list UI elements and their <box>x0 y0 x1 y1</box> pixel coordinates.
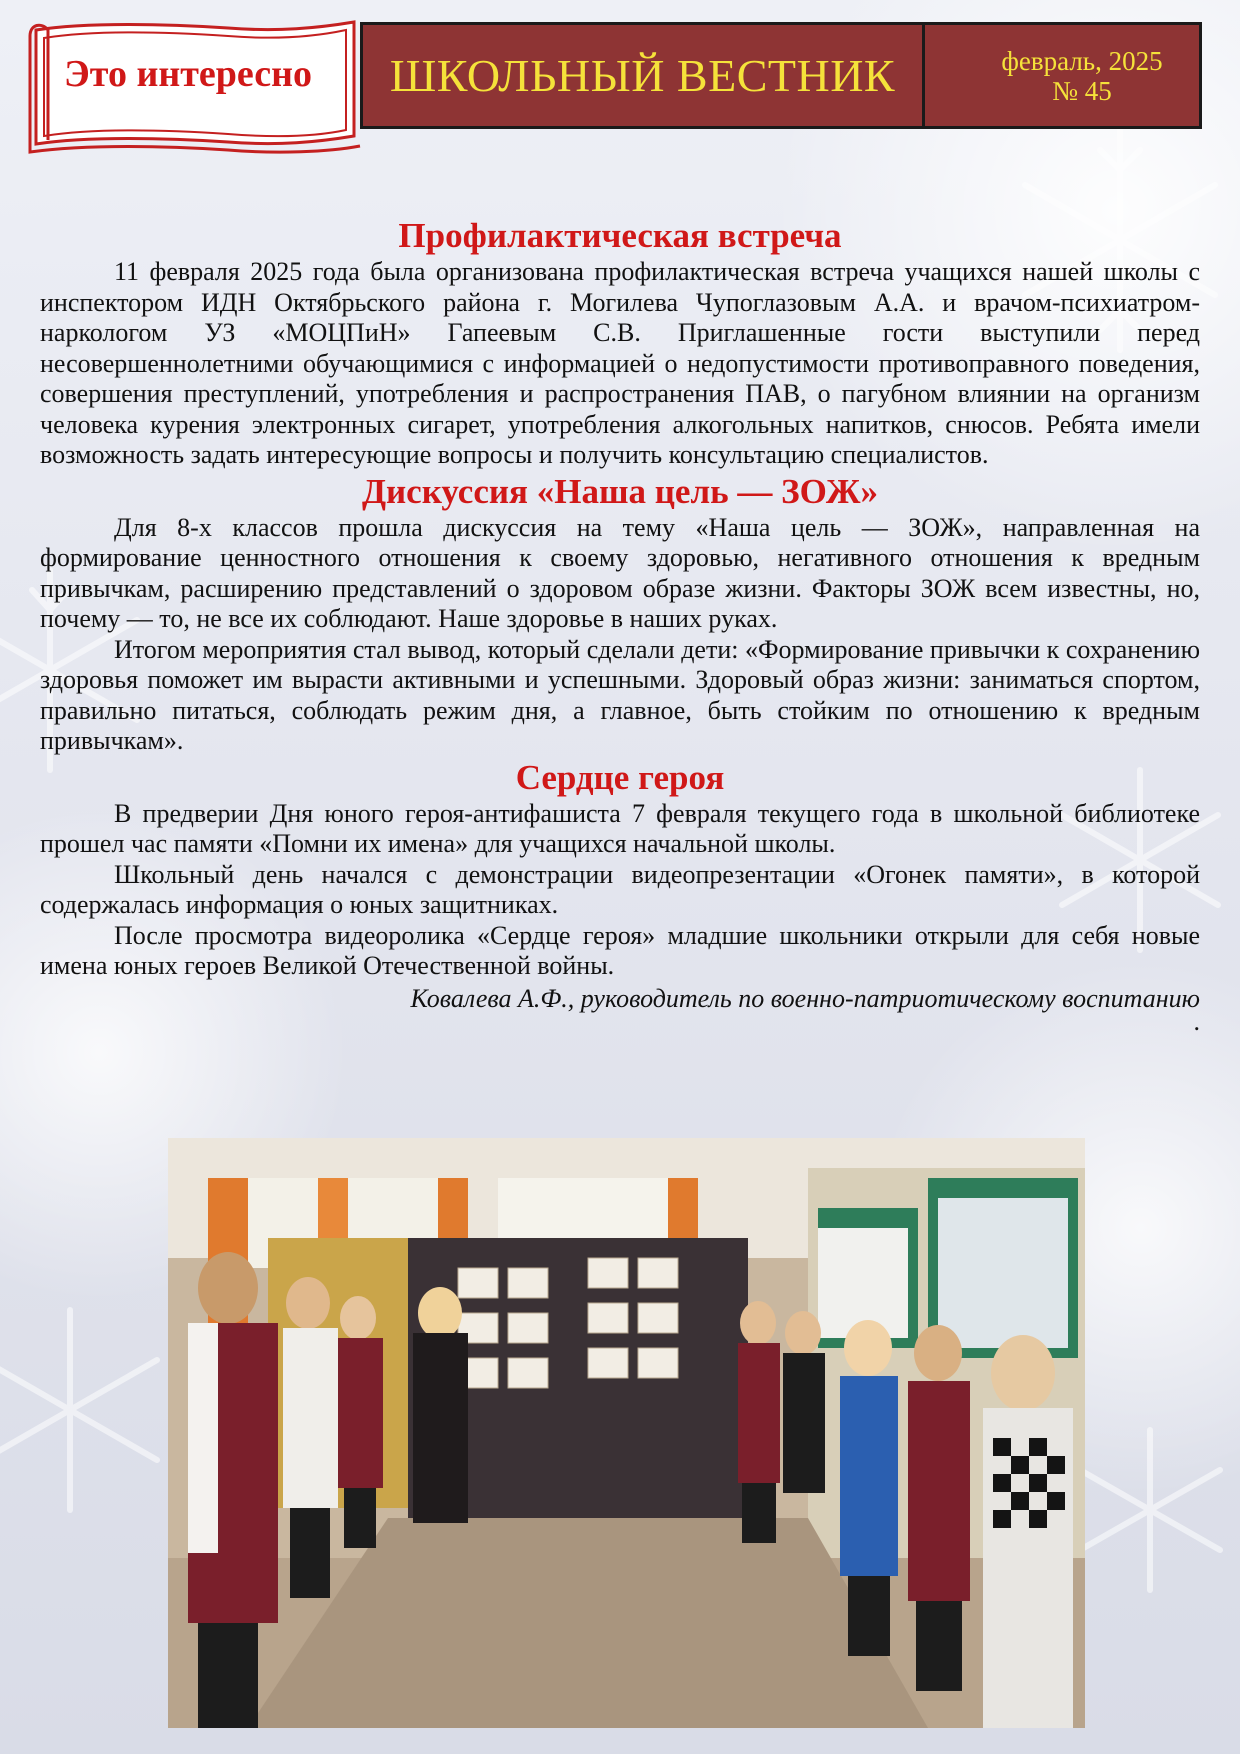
article-paragraph: В предверии Дня юного героя-антифашиста 7 февраля текущего года в школьной библиотеке прошел час памяти «Помни их имена» для учащихся начальной школы. <box>40 798 1200 858</box>
issue-number: № 45 <box>1052 75 1112 106</box>
masthead <box>360 22 1202 129</box>
event-photo <box>168 1138 1085 1728</box>
signature-trailing-dot: . <box>1193 1007 1200 1036</box>
article-title: Профилактическая встреча <box>398 216 842 255</box>
snowflake-decoration <box>0 1300 180 1520</box>
article-title: Сердце героя <box>515 757 725 797</box>
newspaper-title: ШКОЛЬНЫЙ ВЕСТНИК <box>363 25 925 126</box>
section-label: Это интересно <box>64 53 312 95</box>
author-signature: Ковалева А.Ф., руководитель по военно-патриотическому воспитанию <box>410 983 1200 1013</box>
article-paragraph: Итогом мероприятия стал вывод, который сделали дети: «Формирование привычки к сохранению здоровья поможет им вырасти активными и успешными. Здоровый образ жизни: заниматься спортом, правильно питаться, соблюдать режим дня, а главное, быть стойким по отношению к вредным привычкам». <box>40 634 1200 755</box>
article-content <box>40 215 1200 1036</box>
article-title: Дискуссия «Наша цель — ЗОЖ» <box>361 471 879 511</box>
issue-info <box>925 25 1199 126</box>
issue-date: февраль, 2025 <box>1001 45 1163 76</box>
article-paragraph: Школьный день начался с демонстрации видеопрезентации «Огонек памяти», в которой содержалась информация о юных защитниках. <box>40 859 1200 919</box>
article-paragraph: 11 февраля 2025 года была организована профилактическая встреча учащихся нашей школы с инспектором ИДН Октябрьского района г. Могилева Чупоглазовым А.А. и врачом-психиатром-наркологом УЗ «МОЦПиН» Гапеевым С.В. Приглашенные гости выступили перед несовершеннолетними обучающимися с информацией о недопустимости противоправного поведения, совершения преступлений, употребления и распространения ПАВ, о пагубном влиянии на организм человека курения электронных сигарет, употребления алкогольных напитков, снюсов. Ребята имели возможность задать интересующие вопросы и получить консультацию специалистов. <box>40 257 1200 469</box>
article-paragraph: Для 8-х классов прошла дискуссия на тему «Наша цель — ЗОЖ», направленная на формирование ценностного отношения к своему здоровью, негативного отношения к вредным привычкам, расширению представлений о здоровом образе жизни. Факторы ЗОЖ всем известны, но, почему — то, не все их соблюдают. Наше здоровье в наших руках. <box>40 512 1200 633</box>
article-paragraph: После просмотра видеоролика «Сердце героя» младшие школьники открыли для себя новые имена юных героев Великой Отечественной войны. <box>40 920 1200 980</box>
snowflake-decoration <box>1060 1420 1240 1600</box>
